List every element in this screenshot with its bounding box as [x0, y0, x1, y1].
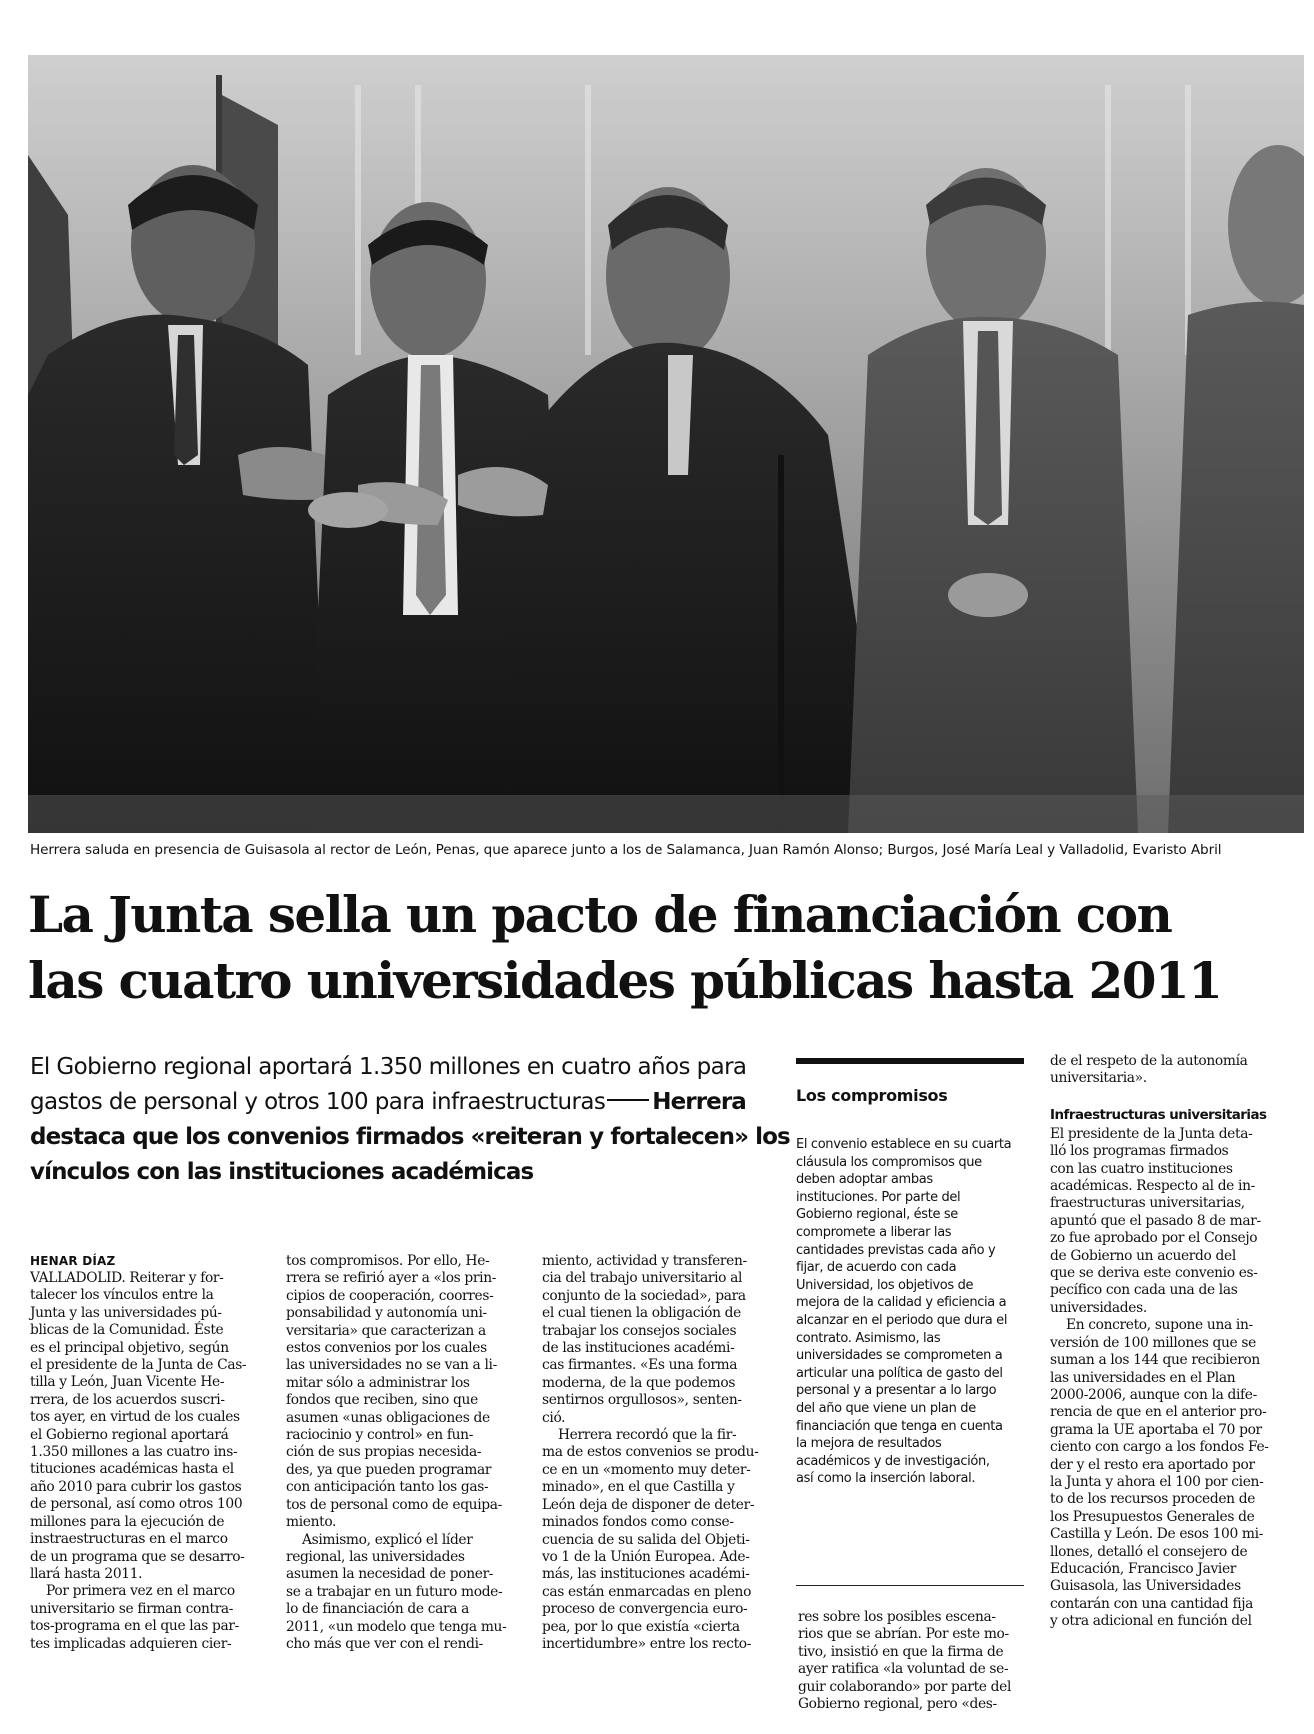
text-line: El presidente de la Junta deta- [1050, 1125, 1253, 1142]
text-line: trabajar los consejos sociales [542, 1322, 737, 1339]
text-line: zo fue aprobado por el Consejo [1050, 1230, 1258, 1247]
text-line: académicas. Respecto al de in- [1050, 1178, 1255, 1195]
text-line: cia del trabajo universitario al [542, 1270, 743, 1287]
column-2-text [286, 1253, 526, 1653]
text-line: tos de personal como de equipa- [286, 1496, 502, 1513]
text-line: vo 1 de la Unión Europea. Ade- [542, 1548, 750, 1565]
text-line: contrato. Asimismo, las [796, 1330, 941, 1346]
text-line: Universidad, los objetivos de [796, 1277, 974, 1293]
text-line: con las cuatro instituciones [1050, 1160, 1233, 1177]
text-line: conjunto de la sociedad», para [542, 1287, 746, 1304]
text-line: fijar, de acuerdo con cada [796, 1260, 957, 1276]
text-line: año 2010 para cubrir los gastos [30, 1478, 242, 1495]
text-line: tivo, insistió en que la firma de [798, 1643, 1004, 1660]
sidebar-bottom-rule [796, 1585, 1024, 1586]
headline [28, 882, 1312, 1014]
text-line: rrera, de los acuerdos suscri- [30, 1391, 225, 1408]
deck-line-2b: Herrera [652, 1089, 746, 1115]
text-line: grama la UE aportaba el 70 por [1050, 1421, 1262, 1438]
column-5 [1050, 1053, 1310, 1631]
text-line: contarán con una cantidad fija [1050, 1595, 1254, 1612]
text-line: deben adoptar ambas [796, 1172, 933, 1188]
text-line: de un programa que se desarro- [30, 1548, 245, 1565]
deck-line-1: El Gobierno regional aportará 1.350 millones en cuatro años para [30, 1054, 747, 1080]
text-line: der y el resto era aportado por [1050, 1456, 1255, 1473]
text-line: miento, actividad y transferen- [542, 1253, 747, 1269]
text-line: universitario se firman contra- [30, 1600, 234, 1617]
text-line: Guisasola, las Universidades [1050, 1578, 1241, 1595]
text-line: más, las instituciones académi- [542, 1566, 750, 1583]
text-line: En concreto, supone una in- [1066, 1317, 1253, 1334]
text-line: instraestructuras en el marco [30, 1531, 228, 1548]
headline-line-1: La Junta sella un pacto de financiación con [28, 885, 1172, 944]
text-line: Herrera recordó que la fir- [558, 1427, 737, 1444]
text-line: des, ya que pueden programar [286, 1461, 492, 1478]
text-line: la Junta y ahora el 100 por cien- [1050, 1473, 1264, 1490]
text-line: que se deriva este convenio es- [1050, 1265, 1258, 1282]
text-line: Gobierno regional, pero «des- [798, 1696, 997, 1713]
text-line: ma de estos convenios se produ- [542, 1444, 759, 1461]
text-line: lo de financiación de cara a [286, 1601, 470, 1618]
column-5-text [1050, 1126, 1310, 1631]
sidebar-title: Los compromisos [796, 1086, 948, 1105]
news-photo [28, 55, 1304, 833]
deck [30, 1050, 790, 1190]
text-line: blicas de la Comunidad. Éste [30, 1322, 224, 1339]
text-line: universidades. [1050, 1299, 1147, 1316]
deck-line-3: destaca que los convenios firmados «reiteran y fortalecen» los [30, 1124, 790, 1150]
text-line: Educación, Francisco Javier [1050, 1560, 1237, 1577]
deck-line-2 [30, 1085, 770, 1120]
text-line: el Gobierno regional aportará [30, 1426, 229, 1443]
text-line: res sobre los posibles escena- [798, 1609, 996, 1625]
text-line: pecífico con cada una de las [1050, 1282, 1238, 1299]
text-line: suman a los 144 que recibieron [1050, 1352, 1260, 1369]
text-line: moderna, de la que podemos [542, 1374, 736, 1391]
text-line: los Presupuestos Generales de [1050, 1508, 1255, 1525]
text-line: compromete a liberar las [796, 1224, 952, 1240]
headline-line-2: las cuatro universidades públicas hasta 2011 [28, 951, 1222, 1010]
text-line: ponsabilidad y autonomía uni- [286, 1305, 487, 1322]
text-line: llará hasta 2011. [30, 1565, 143, 1582]
text-line: articular una política de gasto del [796, 1365, 1003, 1381]
text-line: universitaria». [1050, 1070, 1147, 1087]
text-line: cas están enmarcadas en pleno [542, 1583, 752, 1600]
text-line: mejora de la calidad y eficiencia a [796, 1295, 1007, 1311]
text-line: ayer ratifica «la voluntad de se- [798, 1661, 1009, 1678]
text-line: ciento con cargo a los fondos Fe- [1050, 1439, 1269, 1456]
text-line: tilla y León, Juan Vicente He- [30, 1374, 225, 1391]
text-line: de Gobierno un acuerdo del [1050, 1247, 1236, 1264]
text-line: del año que viene un plan de [796, 1400, 976, 1416]
text-line: 2000-2006, aunque con la dife- [1050, 1386, 1257, 1403]
deck-line-2a: gastos de personal y otros 100 para infraestructuras [30, 1089, 606, 1115]
text-line: talecer los vínculos entre la [30, 1287, 214, 1304]
text-line: universidades se comprometen a [796, 1348, 1003, 1364]
text-line: y otra adicional en función del [1050, 1613, 1252, 1630]
text-line: cipios de cooperación, coorres- [286, 1287, 494, 1304]
sidebar-top-rule [796, 1058, 1024, 1064]
text-line: el presidente de la Junta de Cas- [30, 1357, 247, 1374]
text-line: 2011, «un modelo que tenga mu- [286, 1618, 507, 1635]
text-line: así como la inserción laboral. [796, 1471, 976, 1487]
text-line: regional, las universidades [286, 1548, 465, 1565]
text-line: alcanzar en el periodo que dura el [796, 1312, 1008, 1328]
text-line: asumen «unas obligaciones de [286, 1409, 490, 1426]
column-3-text [542, 1253, 782, 1653]
text-line: mitar sólo a administrar los [286, 1374, 470, 1391]
text-line: asumen la necesidad de poner- [286, 1566, 494, 1583]
text-line: instituciones. Por parte del [796, 1189, 961, 1205]
text-line: el cual tienen la obligación de [542, 1305, 741, 1322]
text-line: estos convenios por los cuales [286, 1340, 487, 1357]
text-line: financiación que tenga en cuenta [796, 1418, 1003, 1434]
column-4 [798, 1609, 1028, 1713]
text-line: cho más que ver con el rendi- [286, 1635, 483, 1652]
text-line: fraestructuras universitarias, [1050, 1195, 1245, 1212]
column-3 [542, 1253, 782, 1653]
text-line: raciocinio y control» en fun- [286, 1427, 474, 1444]
text-line: tos compromisos. Por ello, He- [286, 1253, 490, 1269]
sidebar-body [796, 1136, 1026, 1488]
text-line: tituciones académicas hasta el [30, 1461, 234, 1478]
text-line: sentirnos orgullosos», senten- [542, 1392, 742, 1409]
text-line: ción de sus propias necesida- [286, 1444, 482, 1461]
text-line: cláusula los compromisos que [796, 1154, 982, 1170]
text-line: León deja de disponer de deter- [542, 1496, 755, 1513]
subhead: Infraestructuras universitarias [1050, 1107, 1267, 1123]
text-line: versitaria» que caracterizan a [286, 1322, 486, 1339]
text-line: tos ayer, en virtud de los cuales [30, 1409, 240, 1426]
column-1-text [30, 1270, 270, 1653]
text-line: 1.350 millones a las cuatro ins- [30, 1444, 238, 1461]
deck-separator [607, 1099, 649, 1101]
text-line: apuntó que el pasado 8 de mar- [1050, 1212, 1261, 1229]
text-line: tes implicadas adquieren cier- [30, 1635, 232, 1652]
text-line: de el respeto de la autonomía [1050, 1053, 1248, 1069]
text-line: tos-programa en el que las par- [30, 1618, 239, 1635]
text-line: to de los recursos proceden de [1050, 1491, 1256, 1508]
text-line: las universidades en el Plan [1050, 1369, 1236, 1386]
text-line: proceso de convergencia euro- [542, 1601, 748, 1618]
column-5-top-text [1050, 1053, 1310, 1088]
text-line: versión de 100 millones que se [1050, 1334, 1256, 1351]
column-4-text [798, 1609, 1028, 1713]
text-line: minados fondos como conse- [542, 1514, 734, 1531]
text-line: cas firmantes. «Es una forma [542, 1357, 738, 1374]
text-line: rrera se refirió ayer a «los prin- [286, 1270, 497, 1287]
deck-line-4: vínculos con las instituciones académicas [30, 1159, 534, 1185]
text-line: Por primera vez en el marco [46, 1583, 235, 1600]
text-line: se a trabajar en un futuro mode- [286, 1583, 503, 1600]
text-line: con anticipación tanto los gas- [286, 1479, 489, 1496]
text-line: lló los programas firmados [1050, 1143, 1229, 1160]
photo-caption: Herrera saluda en presencia de Guisasola al rector de León, Penas, que aparece junto a los de Salamanca, Juan Ramón Alonso; Burgos, José María Leal y Valladolid, Evaristo Abril [30, 842, 1222, 858]
text-line: Castilla y León. De esos 100 mi- [1050, 1526, 1264, 1543]
text-line: minado», en el que Castilla y [542, 1479, 735, 1496]
text-line: rios que se abrían. Por este mo- [798, 1626, 1009, 1643]
text-line: es el principal objetivo, según [30, 1339, 229, 1356]
text-line: millones para la ejecución de [30, 1513, 225, 1530]
text-line: guir colaborando» por parte del [798, 1678, 1012, 1695]
byline: HENAR DÍAZ [30, 1254, 116, 1268]
text-line: personal y a presentar a lo largo [796, 1383, 997, 1399]
text-line: ce en un «momento muy deter- [542, 1461, 751, 1478]
text-line: rencia de que en el anterior pro- [1050, 1404, 1267, 1421]
text-line: de personal, así como otros 100 [30, 1496, 243, 1513]
text-line: de las instituciones académi- [542, 1340, 735, 1357]
text-line: miento. [286, 1514, 337, 1531]
text-line: Junta y las universidades pú- [30, 1304, 222, 1321]
text-line: cuencia de su salida del Objeti- [542, 1531, 750, 1548]
column-2 [286, 1253, 526, 1653]
text-line: pea, por lo que existía «cierta [542, 1618, 740, 1635]
text-line: académicos y de investigación, [796, 1453, 990, 1469]
text-line: Gobierno regional, éste se [796, 1207, 958, 1223]
text-line: llones, detalló el consejero de [1050, 1543, 1248, 1560]
text-line: ció. [542, 1409, 566, 1426]
text-line: El convenio establece en su cuarta [796, 1137, 1012, 1152]
text-line: VALLADOLID. Reiterar y for- [30, 1270, 224, 1286]
text-line: Asimismo, explicó el líder [302, 1531, 473, 1548]
text-line: fondos que reciben, sino que [286, 1392, 478, 1409]
text-line: la mejora de resultados [796, 1436, 942, 1452]
text-line: incertidumbre» entre los recto- [542, 1635, 752, 1652]
column-1 [30, 1253, 270, 1653]
text-line: cantidades previstas cada año y [796, 1242, 996, 1258]
text-line: las universidades no se van a li- [286, 1357, 497, 1374]
